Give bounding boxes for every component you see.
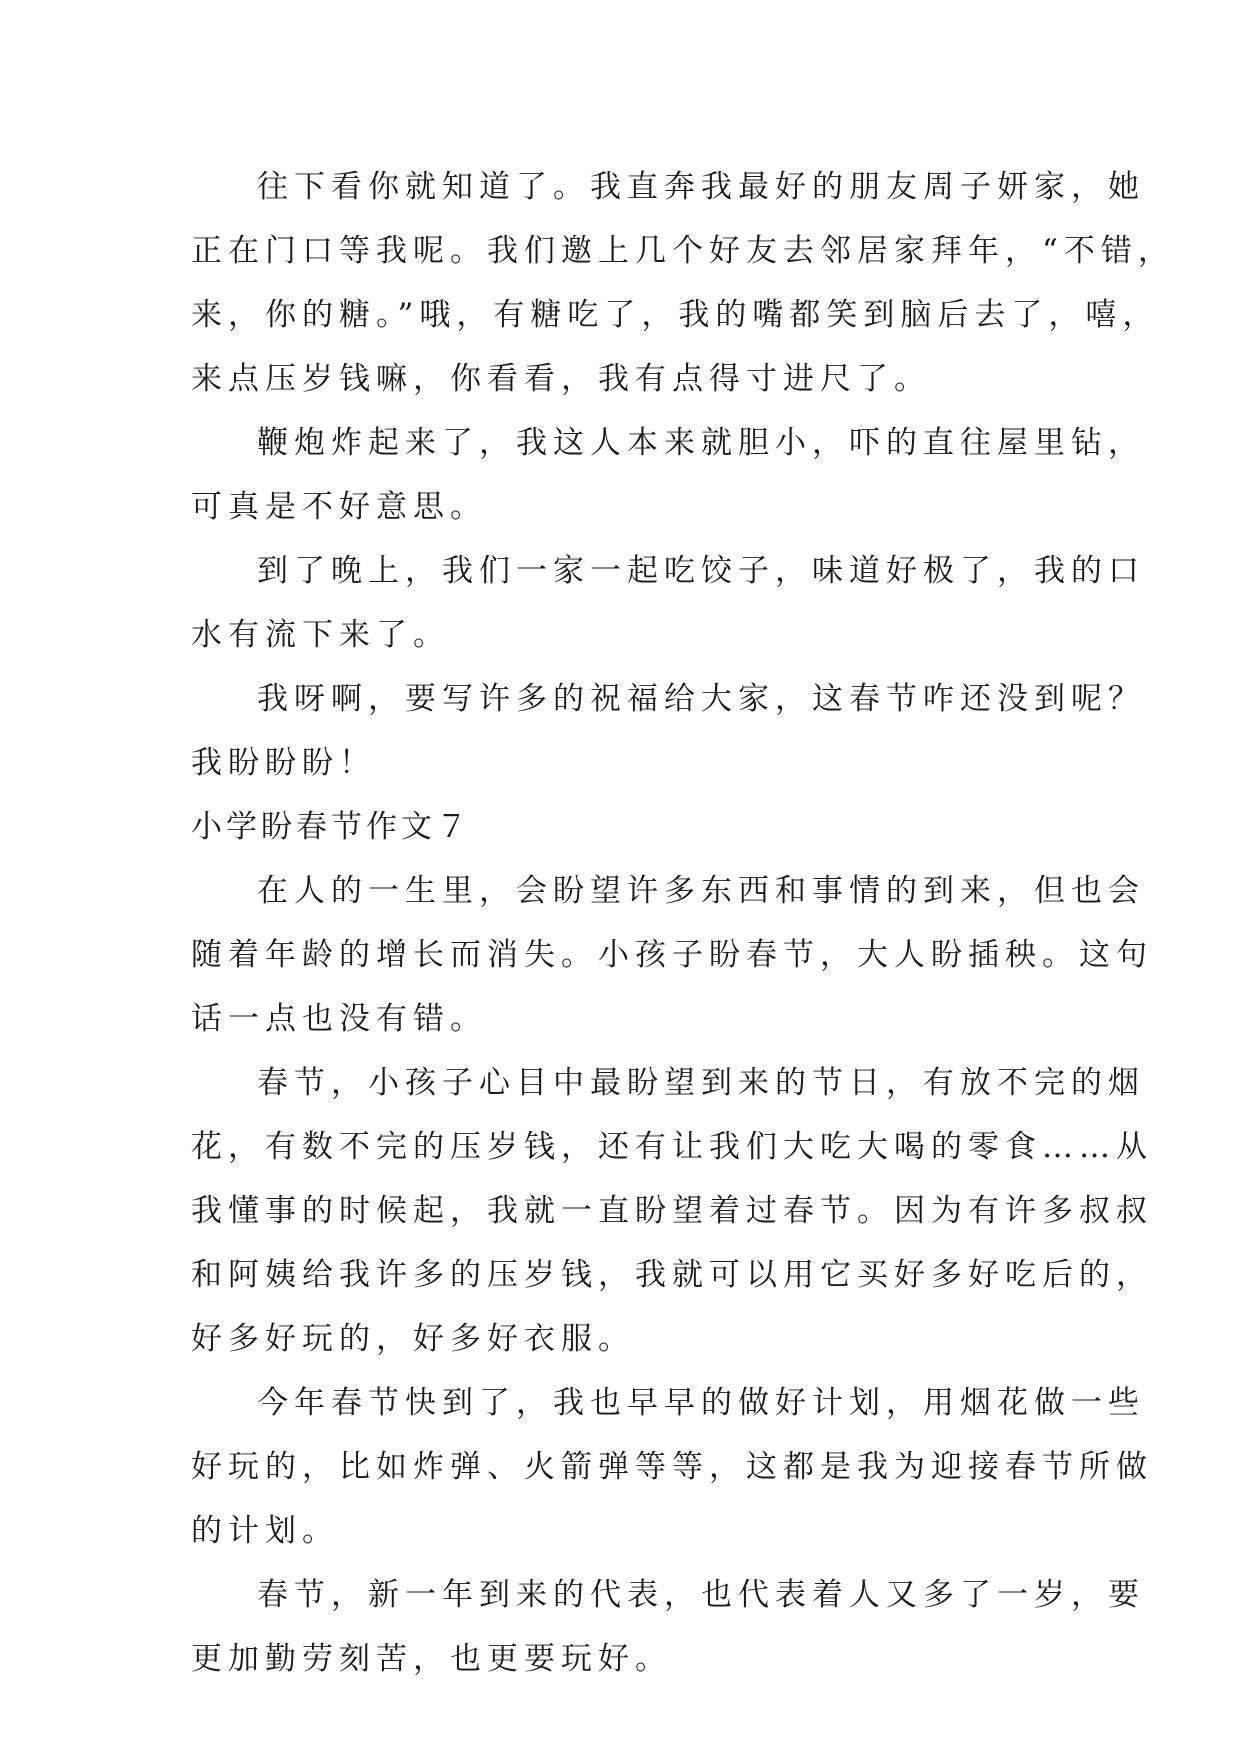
text-line: 来，你的糖。”哦，有糖吃了，我的嘴都笑到脑后去了，嘻，	[191, 297, 1160, 333]
section-heading: 小学盼春节作文７	[191, 809, 471, 845]
text-line: 好玩的，比如炸弹、火箭弹等等，这都是我为迎接春节所做	[191, 1449, 1153, 1485]
text-line: 水有流下来了。	[191, 617, 450, 653]
text-line: 随着年龄的增长而消失。小孩子盼春节，大人盼插秧。这句	[191, 937, 1153, 973]
text-line: 春节，小孩子心目中最盼望到来的节日，有放不完的烟	[257, 1065, 1145, 1101]
text-line: 更加勤劳刻苦，也更要玩好。	[191, 1641, 672, 1677]
text-line: 我懂事的时候起，我就一直盼望着过春节。因为有许多叔叔	[191, 1193, 1153, 1229]
text-line: 的计划。	[191, 1513, 339, 1549]
text-line: 好多好玩的，好多好衣服。	[191, 1321, 635, 1357]
text-line: 和阿姨给我许多的压岁钱，我就可以用它买好多好吃后的，	[191, 1257, 1153, 1293]
text-line: 我呀啊，要写许多的祝福给大家，这春节咋还没到呢？	[257, 681, 1145, 717]
text-line: 话一点也没有错。	[191, 1001, 487, 1037]
text-line: 今年春节快到了，我也早早的做好计划，用烟花做一些	[257, 1385, 1145, 1421]
text-line: 可真是不好意思。	[191, 489, 487, 525]
text-line: 来点压岁钱嘛，你看看，我有点得寸进尺了。	[191, 361, 931, 397]
text-line: 鞭炮炸起来了，我这人本来就胆小，吓的直往屋里钻，	[257, 425, 1145, 461]
text-line: 正在门口等我呢。我们邀上几个好友去邻居家拜年，“不错，	[191, 233, 1175, 269]
document-body	[191, 155, 1175, 1691]
text-line: 我盼盼盼！	[191, 745, 376, 781]
text-line: 花，有数不完的压岁钱，还有让我们大吃大喝的零食……从	[191, 1129, 1153, 1165]
text-line: 在人的一生里，会盼望许多东西和事情的到来，但也会	[257, 873, 1145, 909]
text-line: 到了晚上，我们一家一起吃饺子，味道好极了，我的口	[257, 553, 1145, 589]
text-line: 春节，新一年到来的代表，也代表着人又多了一岁，要	[257, 1577, 1145, 1613]
text-line: 往下看你就知道了。我直奔我最好的朋友周子妍家，她	[257, 169, 1145, 205]
